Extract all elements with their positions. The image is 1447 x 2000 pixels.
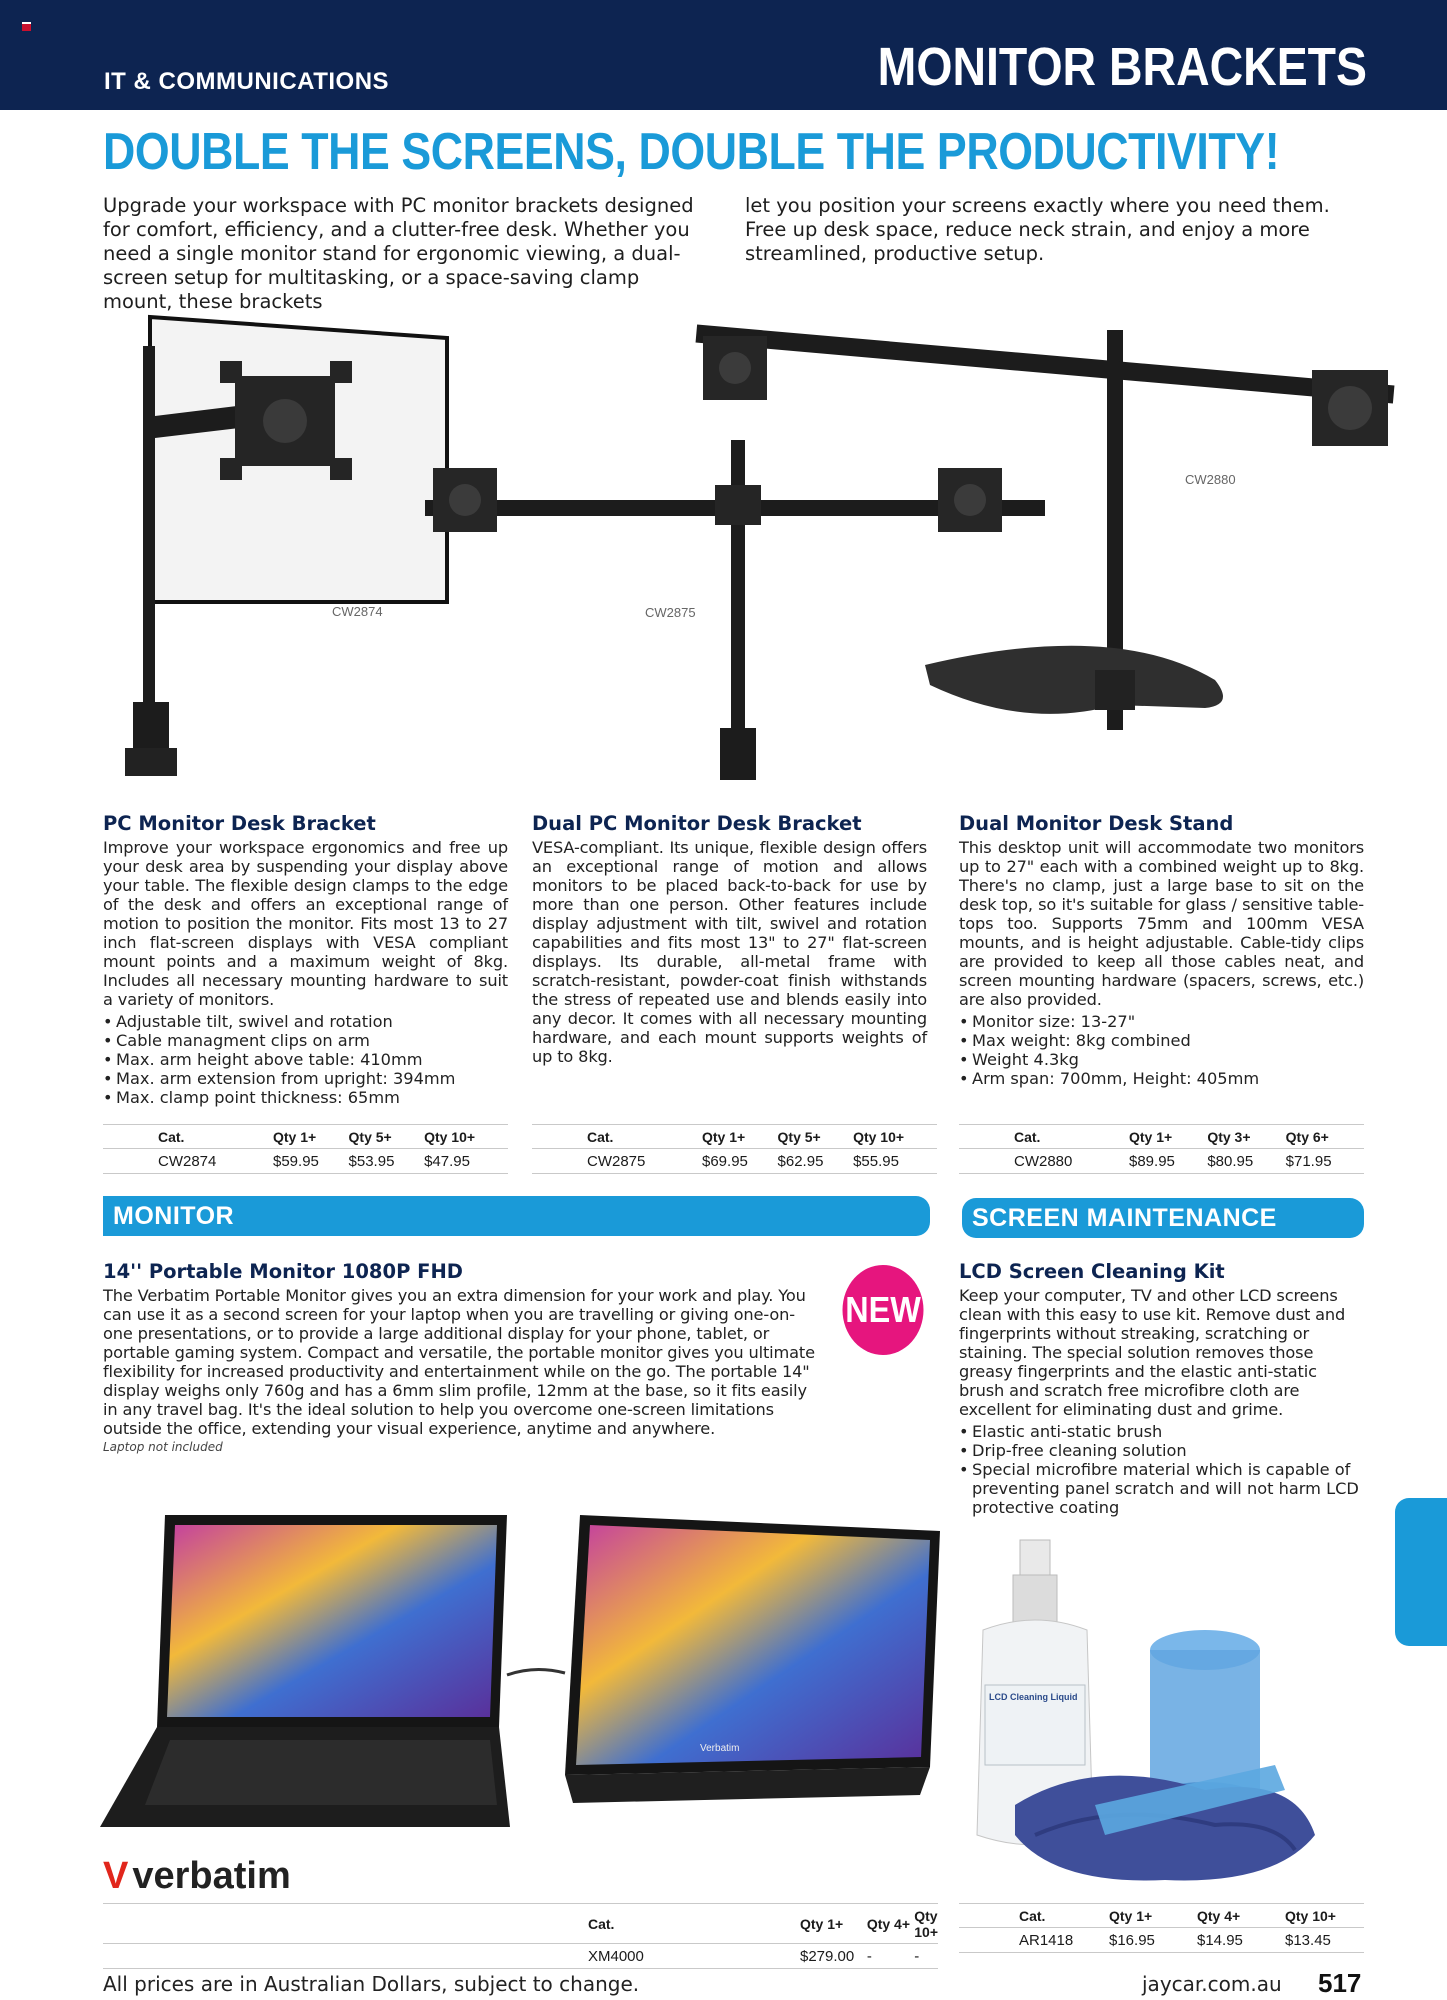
col-header: Cat.	[103, 1125, 273, 1149]
col-header: Qty 1+	[1109, 1904, 1197, 1928]
price-cell: $69.95	[702, 1149, 778, 1174]
image-code-cw2875: CW2875	[645, 605, 696, 620]
feature-item: • Adjustable tilt, swivel and rotation	[103, 1012, 508, 1031]
verbatim-monitor-logo: Verbatim	[700, 1743, 740, 1754]
col-header: Qty 1+	[273, 1125, 349, 1149]
col-header: Qty 5+	[349, 1125, 425, 1149]
headline: DOUBLE THE SCREENS, DOUBLE THE PRODUCTIVITY!	[103, 123, 1280, 181]
cleaning-kit-card	[959, 1260, 1364, 1517]
price-table-cw2874	[103, 1124, 508, 1174]
col-header: Qty 1+	[1129, 1125, 1207, 1149]
cat-cell: CW2874	[103, 1149, 273, 1174]
price-cell: -	[867, 1944, 914, 1969]
product-description: Keep your computer, TV and other LCD screens clean with this easy to use kit. Remove dust and fingerprints without streaking, scratching or staining. The special solution removes those greasy fingerprints and the elastic anti-static brush and scratch free microfibre cloth are excellent for eliminating dust and grime.	[959, 1286, 1346, 1419]
screen-maintenance-banner: SCREEN MAINTENANCE	[962, 1198, 1364, 1238]
price-table-xm4000	[103, 1903, 938, 1969]
col-header: Qty 4+	[867, 1904, 914, 1944]
product-title: LCD Screen Cleaning Kit	[959, 1260, 1225, 1283]
col-header: Cat.	[959, 1904, 1109, 1928]
price-table-cw2880	[959, 1124, 1364, 1174]
col-header: Qty 10+	[424, 1125, 508, 1149]
feature-item: • Monitor size: 13-27"	[959, 1012, 1364, 1031]
price-cell: $62.95	[778, 1149, 854, 1174]
col-header: Qty 10+	[853, 1125, 937, 1149]
portable-monitor-card	[103, 1260, 913, 1454]
verbatim-v-icon: V	[103, 1855, 129, 1897]
price-cell: $59.95	[273, 1149, 349, 1174]
col-header: Qty 6+	[1286, 1125, 1364, 1149]
price-cell: $47.95	[424, 1149, 508, 1174]
feature-item: • Arm span: 700mm, Height: 405mm	[959, 1069, 1364, 1088]
flag-icon	[22, 22, 31, 31]
cat-cell: AR1418	[959, 1928, 1109, 1953]
feature-list	[103, 1012, 508, 1107]
feature-item: • Weight 4.3kg	[959, 1050, 1364, 1069]
new-badge: NEW	[843, 1265, 924, 1355]
verbatim-logo	[103, 1855, 291, 1898]
single-bracket-image	[125, 317, 447, 776]
col-header: Qty 5+	[778, 1125, 854, 1149]
cat-cell: CW2875	[532, 1149, 702, 1174]
price-cell: -	[914, 1944, 938, 1969]
product-description: Improve your workspace ergonomics and free up your desk area by suspending your display above your table. The flexible design clamps to the edge of the desk and offers an exceptional range of motion to position the monitor. Fits most 13 to 27 inch flat-screen displays with VESA compliant mount points and a maximum weight of 8kg. Includes all necessary mounting hardware to suit a variety of monitors.	[103, 838, 508, 1009]
section-side-tab[interactable]	[1395, 1498, 1447, 1646]
price-cell: $55.95	[853, 1149, 937, 1174]
price-cell: $71.95	[1286, 1149, 1364, 1174]
feature-item: • Cable managment clips on arm	[103, 1031, 508, 1050]
feature-item: • Max weight: 8kg combined	[959, 1031, 1364, 1050]
feature-list	[959, 1012, 1364, 1088]
section-label: IT & COMMUNICATIONS	[104, 68, 390, 95]
col-header: Cat.	[532, 1125, 702, 1149]
col-header: Qty 1+	[800, 1904, 867, 1944]
product-card-cw2875	[532, 812, 927, 1066]
price-disclaimer: All prices are in Australian Dollars, subject to change.	[103, 1972, 640, 1996]
price-cell: $16.95	[1109, 1928, 1197, 1953]
col-header: Qty 10+	[1285, 1904, 1364, 1928]
product-card-cw2874	[103, 812, 508, 1107]
col-header: Qty 4+	[1197, 1904, 1285, 1928]
price-cell: $279.00	[800, 1944, 867, 1969]
intro-column-1: Upgrade your workspace with PC monitor brackets designed for comfort, efficiency, and a clutter-free desk. Whether you need a single monitor stand for ergonomic viewing, a dual-screen setup for multitasking, or a space-saving clamp mount, these brackets	[103, 194, 694, 313]
col-header: Qty 1+	[702, 1125, 778, 1149]
price-table-ar1418	[959, 1903, 1364, 1953]
product-title: Dual Monitor Desk Stand	[959, 812, 1234, 835]
cleaning-kit-image	[975, 1535, 1365, 1895]
product-description: VESA-compliant. Its unique, flexible design offers an exceptional range of motion and allows monitors to be placed back-to-back for use by more than one person. Other features include display adjustment with tilt, swivel and rotation capabilities and fits most 13" to 27" flat-screen displays. Its durable, all-metal frame with scratch-resistant, powder-coat finish withstands the stress of repeated use and blends easily into any decor. It comes with all necessary mounting hardware, and each mount supports weights of up to 8kg.	[532, 838, 927, 1066]
feature-item: • Max. clamp point thickness: 65mm	[103, 1088, 508, 1107]
brackets-image	[95, 310, 1425, 810]
brand-name: verbatim	[132, 1855, 291, 1897]
cat-cell: CW2880	[959, 1149, 1129, 1174]
intro-column-2: let you position your screens exactly where you need them. Free up desk space, reduce neck strain, and enjoy a more streamlined, productive setup.	[745, 194, 1330, 265]
col-header: Qty 3+	[1207, 1125, 1285, 1149]
image-code-cw2874: CW2874	[332, 604, 383, 619]
price-cell: $80.95	[1207, 1149, 1285, 1174]
price-cell: $89.95	[1129, 1149, 1207, 1174]
bottle-label: LCD Cleaning Liquid	[989, 1692, 1078, 1702]
feature-item: • Elastic anti-static brush	[959, 1422, 1364, 1441]
product-description: The Verbatim Portable Monitor gives you an extra dimension for your work and play. You can use it as a second screen for your laptop when you are travelling or giving one-on-one presentations, or to provide a large additional display for your phone, tablet, or portable gaming system. Compact and versatile, the portable monitor gives you ultimate flexibility for increased productivity and entertainment while on the go. The portable 14" display weighs only 760g and has a 6mm slim profile, 12mm at the base, so it fits easily in any travel bag. It's the ideal solution to help you overcome one-screen limitations outside the office, extending your visual experience, anytime and anywhere.	[103, 1286, 815, 1438]
product-title: 14'' Portable Monitor 1080P FHD	[103, 1260, 463, 1283]
desk-stand-image	[696, 325, 1395, 730]
portable-monitor-image	[95, 1505, 945, 1835]
feature-list	[959, 1422, 1364, 1517]
price-table-cw2875	[532, 1124, 937, 1174]
feature-item: • Special microfibre material which is capable of preventing panel scratch and will not harm LCD protective coating	[959, 1460, 1364, 1517]
dual-bracket-image	[425, 440, 1045, 780]
feature-item: • Max. arm extension from upright: 394mm	[103, 1069, 508, 1088]
feature-item: • Max. arm height above table: 410mm	[103, 1050, 508, 1069]
feature-item: • Drip-free cleaning solution	[959, 1441, 1364, 1460]
page-number: 517	[1318, 1968, 1362, 1998]
cat-cell: XM4000	[103, 1944, 800, 1969]
image-code-cw2880: CW2880	[1185, 472, 1236, 487]
page-title: MONITOR BRACKETS	[877, 37, 1367, 97]
product-description: This desktop unit will accommodate two monitors up to 27" each with a combined weight up to 8kg. There's no clamp, just a large base to sit on the desk top, so it's suitable for glass / sensitive table-tops too. Supports 75mm and 100mm VESA mounts, and is height adjustable. Cable-tidy clips are provided to keep all those cables neat, and screen mounting hardware (spacers, screws, etc.) are also provided.	[959, 838, 1364, 1009]
monitor-banner: MONITOR	[103, 1196, 930, 1236]
col-header: Cat.	[959, 1125, 1129, 1149]
col-header: Cat.	[103, 1904, 800, 1944]
price-cell: $53.95	[349, 1149, 425, 1174]
product-title: PC Monitor Desk Bracket	[103, 812, 376, 835]
price-cell: $13.45	[1285, 1928, 1364, 1953]
price-cell: $14.95	[1197, 1928, 1285, 1953]
product-card-cw2880	[959, 812, 1364, 1088]
website-link[interactable]: jaycar.com.au	[1142, 1972, 1282, 1996]
product-title: Dual PC Monitor Desk Bracket	[532, 812, 862, 835]
col-header: Qty 10+	[914, 1904, 938, 1944]
footnote: Laptop not included	[103, 1440, 223, 1454]
